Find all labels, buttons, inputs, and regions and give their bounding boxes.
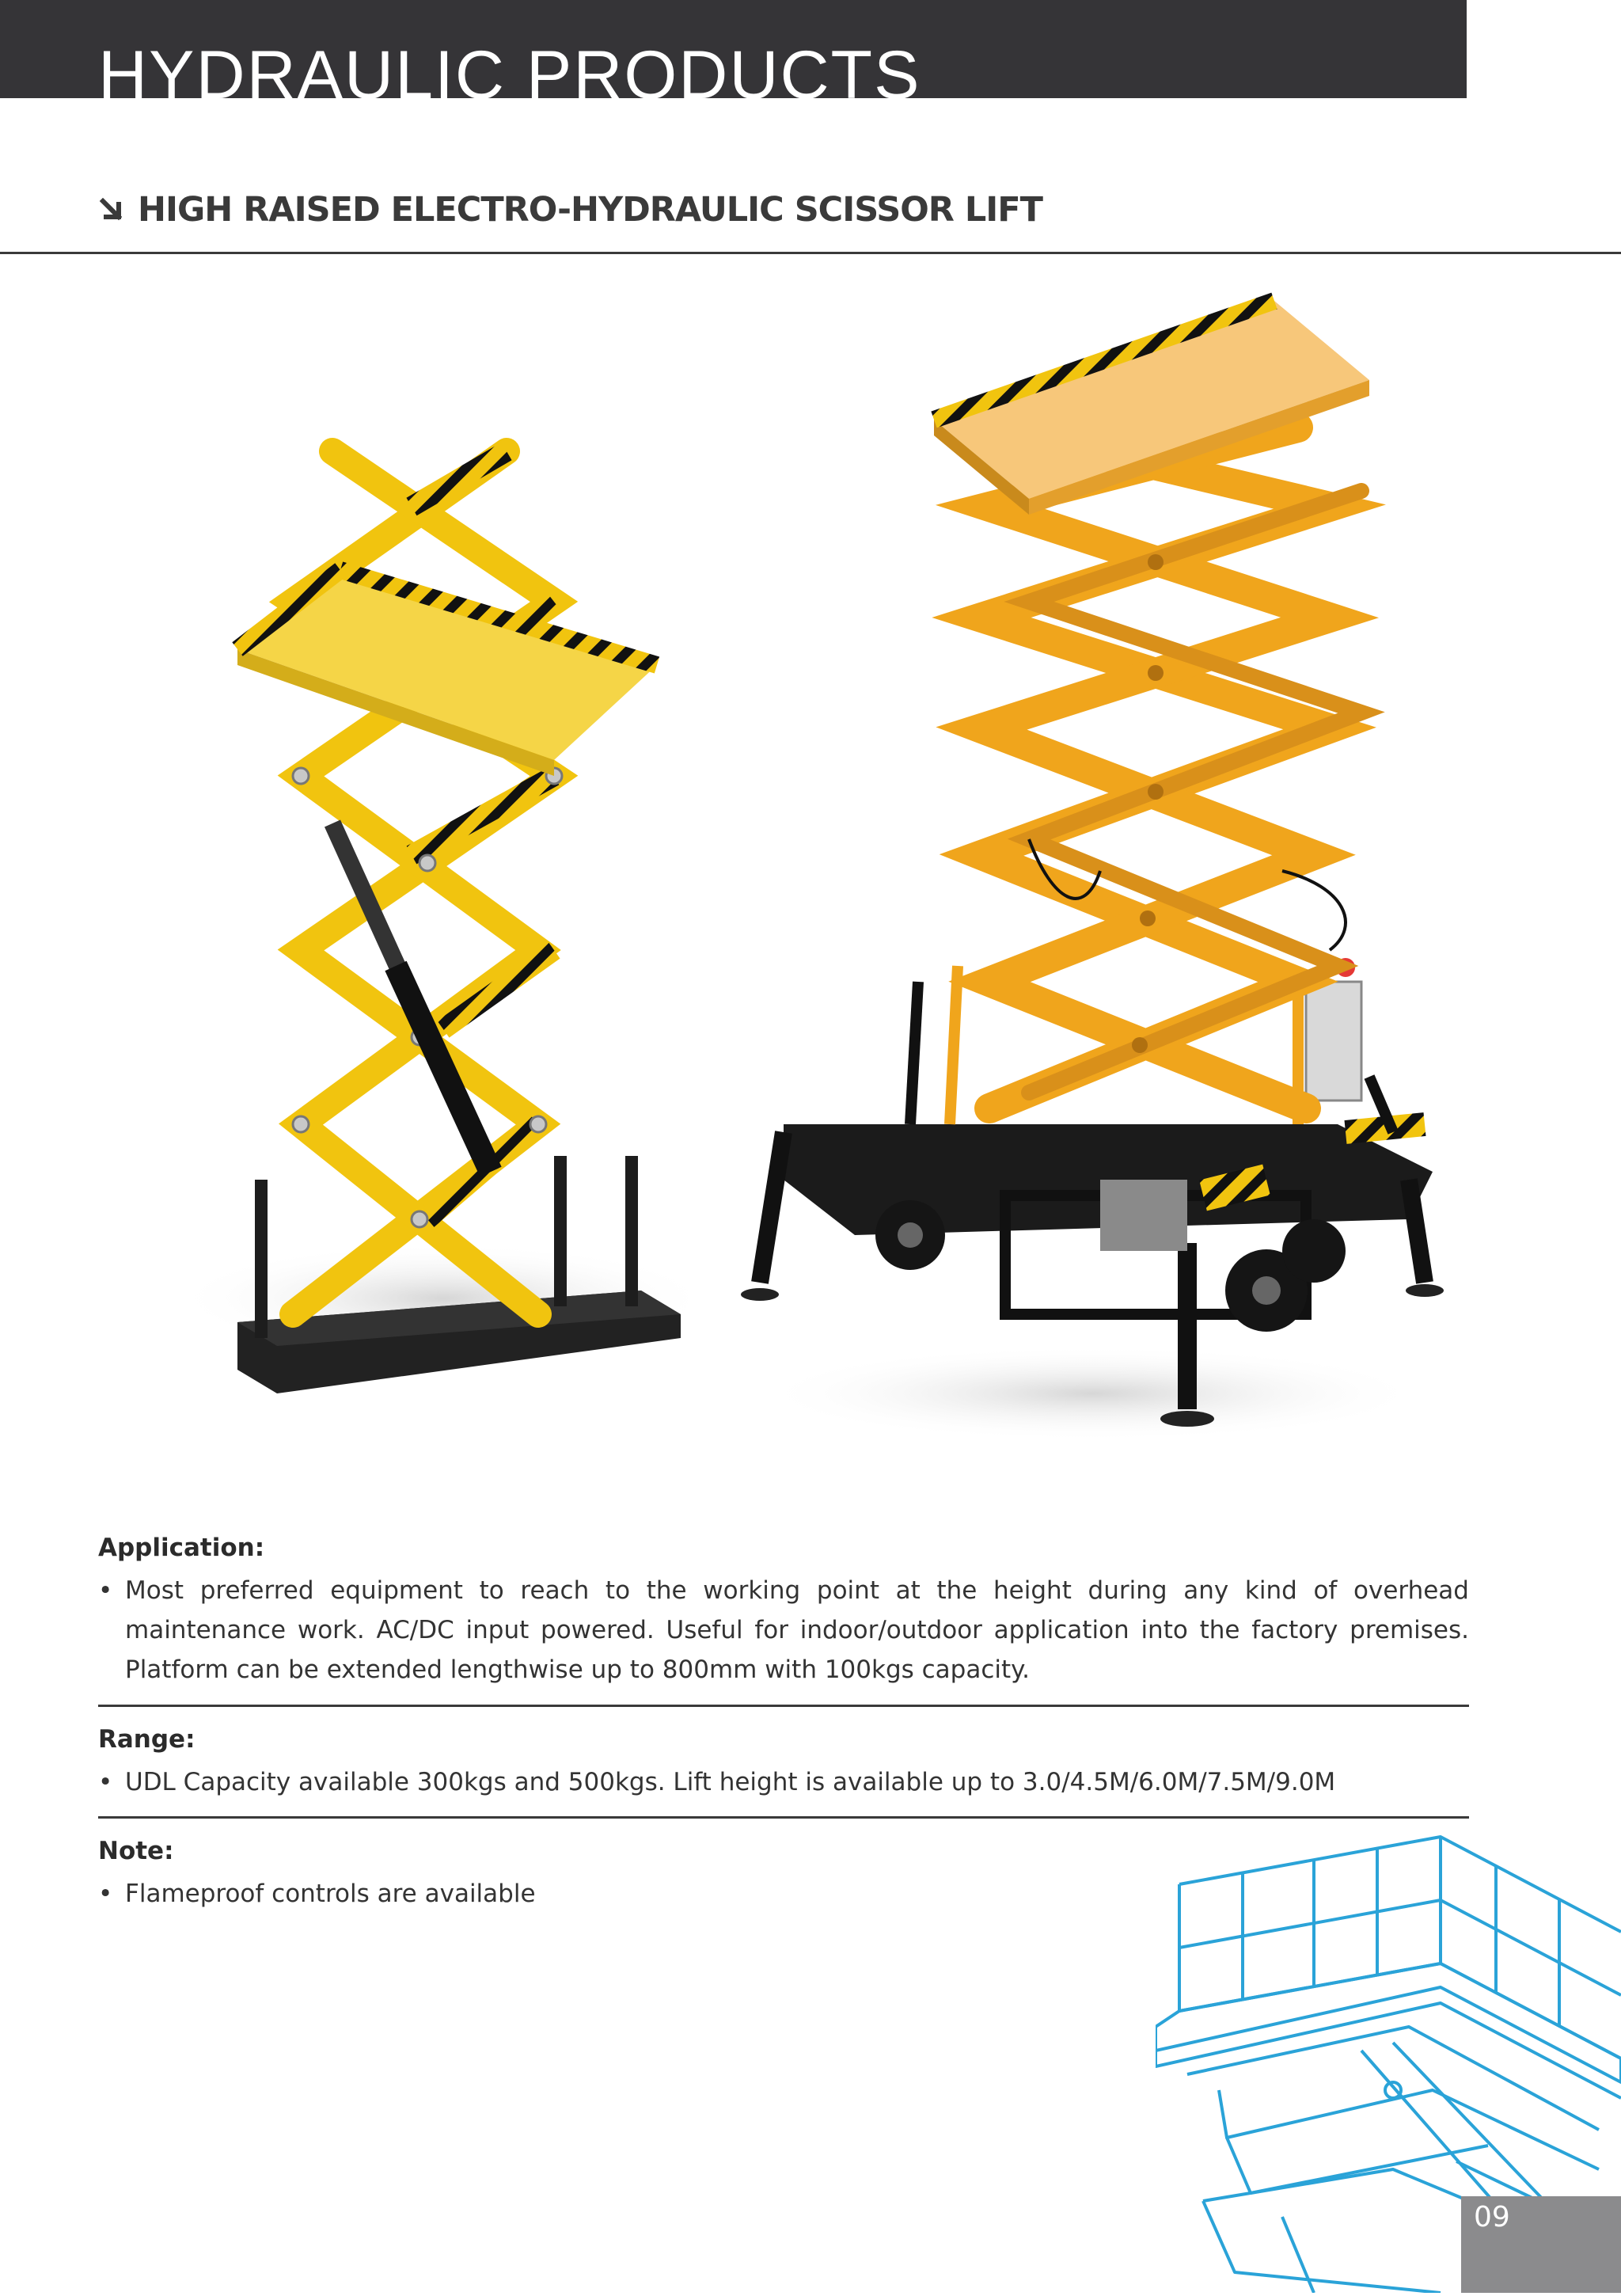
application-divider bbox=[98, 1705, 1469, 1707]
arrow-down-right-icon bbox=[98, 196, 125, 223]
right-mobile-scissor-lift-image bbox=[741, 301, 1444, 1441]
section-title: HYDRAULIC PRODUCTS bbox=[98, 41, 921, 98]
product-heading bbox=[98, 190, 1042, 230]
product-title: HIGH RAISED ELECTRO-HYDRAULIC SCISSOR LIFT bbox=[138, 190, 1042, 230]
product-photos bbox=[0, 269, 1621, 1457]
range-text: • UDL Capacity available 300kgs and 500kgs. Lift height is available up to 3.0/4.5M/6.0M/7.5M/9.0M bbox=[98, 1762, 1469, 1802]
note-text: • Flameproof controls are available bbox=[98, 1874, 1469, 1914]
application-text: • Most preferred equipment to reach to the working point at the height during any kind of overhead maintenance work. AC/DC input powered. Useful for indoor/outdoor application into the factory premises. Platform can be extended lengthwise up to 800mm with 100kgs capacity. bbox=[98, 1571, 1469, 1690]
application-section bbox=[98, 1530, 1469, 1690]
heading-divider bbox=[0, 252, 1621, 254]
left-scissor-lift-image bbox=[174, 451, 712, 1393]
page-number: 09 bbox=[1474, 2201, 1510, 2233]
note-label: Note: bbox=[98, 1837, 174, 1865]
range-section bbox=[98, 1721, 1469, 1802]
application-label: Application: bbox=[98, 1534, 265, 1562]
range-label: Range: bbox=[98, 1725, 196, 1754]
range-divider bbox=[98, 1816, 1469, 1819]
